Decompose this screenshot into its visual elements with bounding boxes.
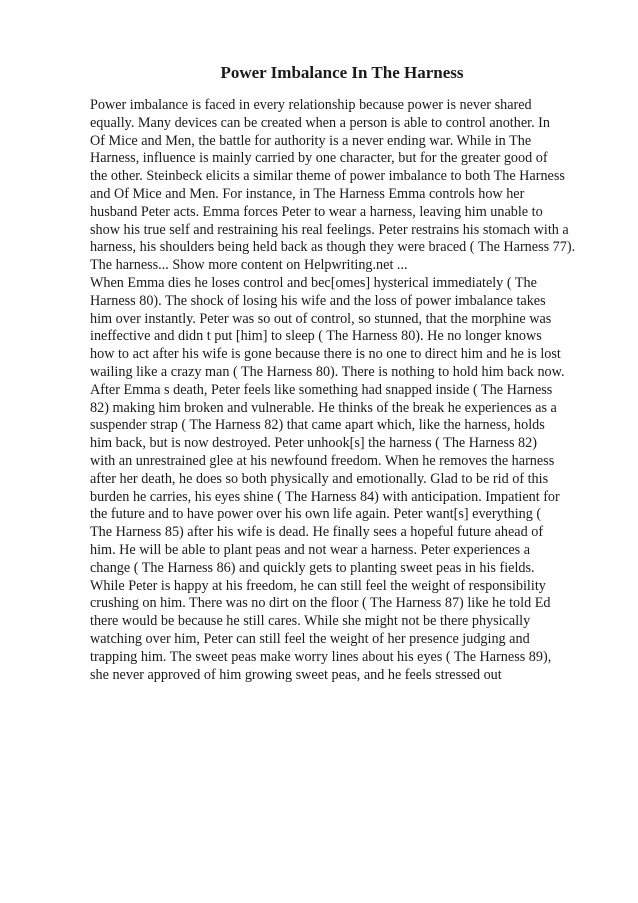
text-line: after her death, he does so both physically and emotionally. Glad to be rid of this [90, 470, 549, 487]
text-line: the other. Steinbeck elicits a similar theme of power imbalance to both The Harness [90, 168, 565, 185]
text-line: The harness... Show more content on Helpwriting.net ... [90, 257, 408, 274]
text-line: change ( The Harness 86) and quickly gets to planting sweet peas in his fields. [90, 559, 535, 576]
text-line: 82) making him broken and vulnerable. He thinks of the break he experiences as a [90, 399, 557, 416]
text-line: Harness, influence is mainly carried by one character, but for the greater good of [90, 150, 548, 167]
text-line: how to act after his wife is gone because there is no one to direct him and he is lost [90, 346, 561, 363]
text-line: she never approved of him growing sweet peas, and he feels stressed out [90, 666, 502, 683]
text-line: trapping him. The sweet peas make worry lines about his eyes ( The Harness 89), [90, 648, 552, 665]
text-line: While Peter is happy at his freedom, he can still feel the weight of responsibility [90, 577, 546, 594]
text-line: the future and to have power over his own life again. Peter want[s] everything ( [90, 506, 542, 523]
document-title: Power Imbalance In The Harness [220, 63, 464, 82]
text-line: Of Mice and Men, the battle for authority is a never ending war. While in The [90, 132, 532, 149]
text-line: After Emma s death, Peter feels like something had snapped inside ( The Harness [90, 381, 553, 398]
text-line: with an unrestrained glee at his newfound freedom. When he removes the harness [90, 452, 555, 469]
text-line: him back, but is now destroyed. Peter unhook[s] the harness ( The Harness 82) [90, 435, 537, 452]
text-line: Harness 80). The shock of losing his wife and the loss of power imbalance takes [90, 292, 546, 309]
text-line: him over instantly. Peter was so out of control, so stunned, that the morphine was [90, 310, 552, 327]
text-line: suspender strap ( The Harness 82) that came apart which, like the harness, holds [90, 417, 545, 434]
text-line: crushing on him. There was no dirt on the floor ( The Harness 87) like he told Ed [90, 595, 551, 612]
text-line: show his true self and restraining his real feelings. Peter restrains his stomach with a [90, 221, 569, 238]
text-line: ineffective and didn t put [him] to sleep ( The Harness 80). He no longer knows [90, 328, 542, 345]
text-line: equally. Many devices can be created when a person is able to control another. In [90, 114, 550, 131]
text-line: watching over him, Peter can still feel the weight of her presence judging and [90, 630, 530, 647]
text-line: and Of Mice and Men. For instance, in The Harness Emma controls how her [90, 185, 525, 202]
text-line: burden he carries, his eyes shine ( The Harness 84) with anticipation. Impatient for [90, 488, 560, 505]
text-line: him. He will be able to plant peas and not wear a harness. Peter experiences a [90, 541, 531, 558]
text-line: husband Peter acts. Emma forces Peter to wear a harness, leaving him unable to [90, 203, 543, 220]
text-line: there would be because he still cares. While she might not be there physically [90, 613, 531, 630]
text-line: When Emma dies he loses control and bec[omes] hysterical immediately ( The [90, 274, 537, 291]
document-body [90, 97, 576, 684]
text-line: wailing like a crazy man ( The Harness 80). There is nothing to hold him back now. [90, 363, 565, 380]
text-line: Power imbalance is faced in every relationship because power is never shared [90, 97, 532, 113]
text-line: harness, his shoulders being held back as though they were braced ( The Harness 77). [90, 239, 576, 256]
text-line: The Harness 85) after his wife is dead. He finally sees a hopeful future ahead of [90, 524, 544, 541]
